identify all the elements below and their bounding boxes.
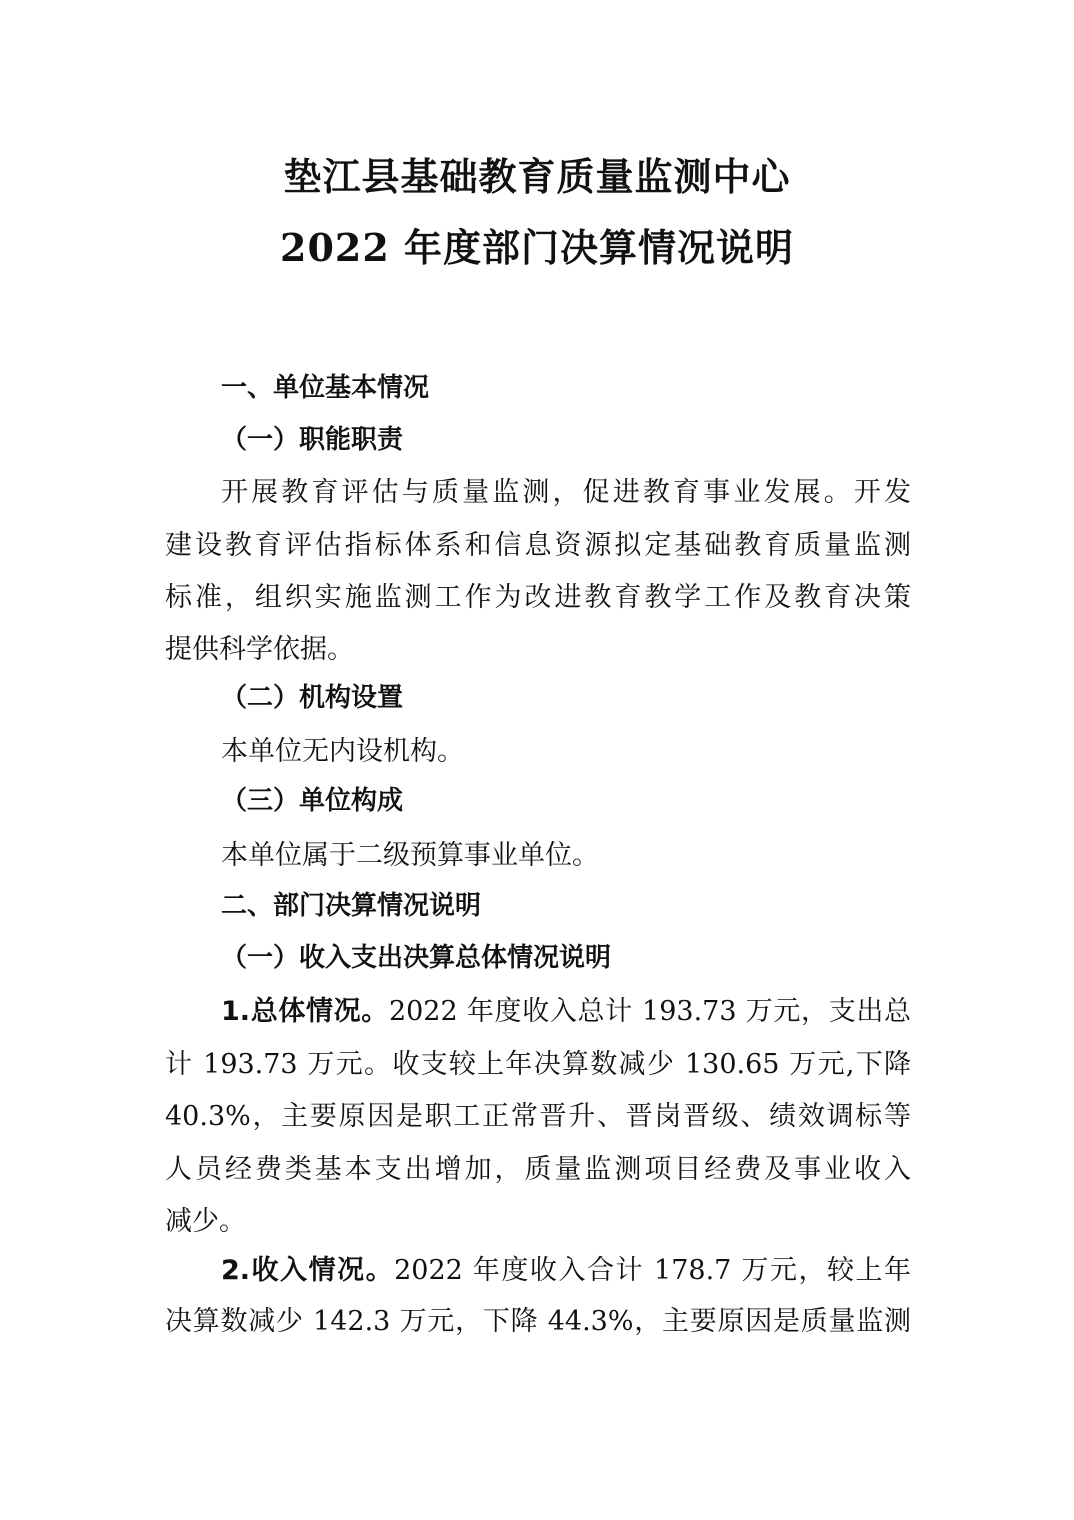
document-title-line1: 垫江县基础教育质量监测中心 xyxy=(283,154,791,199)
section1-sub2-heading: （二）机构设置 xyxy=(221,683,404,713)
paragraph-overall-label: 1.总体情况。 xyxy=(221,996,389,1027)
section1-sub1-line: 标准，组织实施监测工作为改进教育教学工作及教育决策 xyxy=(165,582,911,613)
paragraph-overall-line: 人员经费类基本支出增加，质量监测项目经费及事业收入 xyxy=(165,1154,911,1185)
document-title-line2: 2022 年度部门决算情况说明 xyxy=(280,225,794,270)
section1-heading: 一、单位基本情况 xyxy=(221,373,430,403)
paragraph-overall-text: 2022 年度收入总计 193.73 万元，支出总 xyxy=(388,996,911,1027)
paragraph-income-line: 决算数减少 142.3 万元，下降 44.3%，主要原因是质量监测 xyxy=(165,1306,911,1337)
section1-sub3-heading: （三）单位构成 xyxy=(221,786,404,816)
paragraph-overall-line: 减少。 xyxy=(165,1206,246,1237)
paragraph-income-text: 2022 年度收入合计 178.7 万元，较上年 xyxy=(394,1255,911,1286)
paragraph-income-first-line xyxy=(221,1253,911,1289)
paragraph-overall-first-line xyxy=(221,994,911,1030)
paragraph-income-label: 2.收入情况。 xyxy=(221,1255,395,1286)
section1-sub2-text: 本单位无内设机构。 xyxy=(221,736,464,767)
section1-sub1-line: 建设教育评估指标体系和信息资源拟定基础教育质量监测 xyxy=(165,530,911,561)
section1-sub1-line: 提供科学依据。 xyxy=(165,634,354,665)
section1-sub3-text: 本单位属于二级预算事业单位。 xyxy=(221,840,599,871)
section1-sub1-heading: （一）职能职责 xyxy=(221,425,404,455)
paragraph-overall-line: 40.3%，主要原因是职工正常晋升、晋岗晋级、绩效调标等 xyxy=(165,1101,911,1132)
section2-sub1-heading: （一）收入支出决算总体情况说明 xyxy=(221,943,612,973)
section1-sub1-line: 开展教育评估与质量监测，促进教育事业发展。开发 xyxy=(221,477,911,508)
section2-heading: 二、部门决算情况说明 xyxy=(221,891,482,921)
paragraph-overall-line: 计 193.73 万元。收支较上年决算数减少 130.65 万元,下降 xyxy=(165,1049,911,1080)
